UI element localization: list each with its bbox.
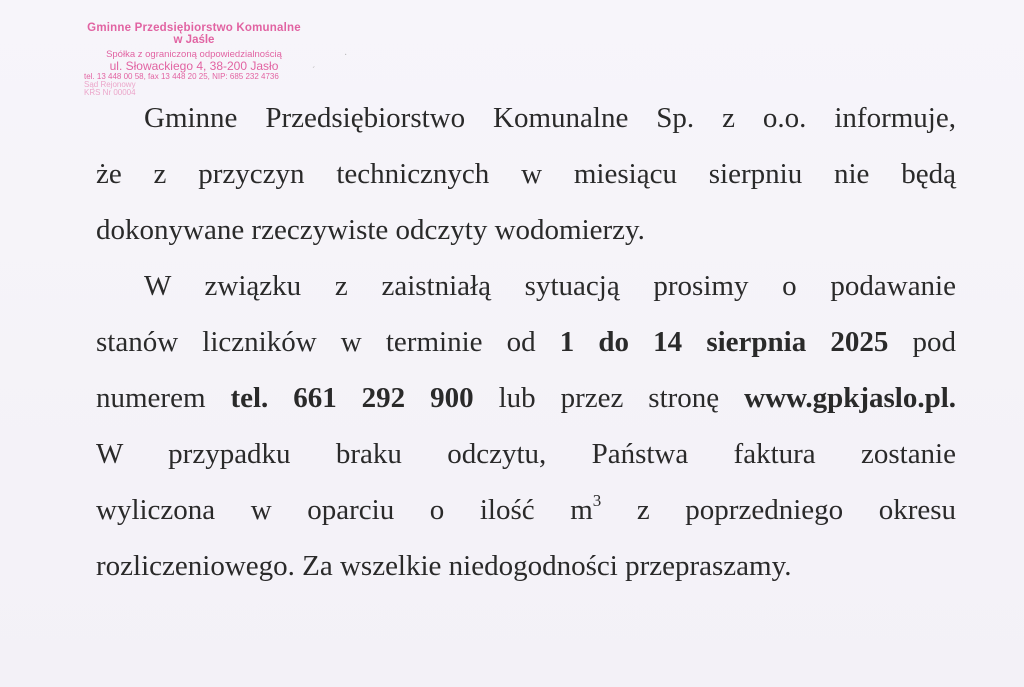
- stamp-court: Sąd Rejonowy: [84, 81, 136, 90]
- cubic-superscript: 3: [592, 491, 602, 511]
- notice-line: W związku z zaistniałą sytuacją prosimy o podawanie: [144, 270, 956, 302]
- stamp-city: w Jaśle: [173, 34, 215, 47]
- scan-speck: ·: [344, 50, 348, 61]
- stamp-krs: KRS Nr 00004: [84, 89, 136, 98]
- notice-body: [96, 90, 956, 594]
- phone-number: tel. 661 292 900: [230, 382, 474, 414]
- notice-line: rozliczeniowego. Za wszelkie niedogodności przepraszamy.: [96, 550, 792, 582]
- company-stamp: [74, 22, 314, 98]
- stamp-legal-form: Spółka z ograniczoną odpowiedzialnością: [106, 49, 282, 61]
- notice-line: wyliczona w oparciu o ilość $m^3$ z poprzedniego okresu: [96, 491, 957, 526]
- reading-period: 1 do 14 sierpnia 2025: [559, 326, 889, 358]
- notice-line: że z przyczyn technicznych w miesiącu sierpniu nie będą: [96, 158, 956, 190]
- notice-line: stanów liczników w terminie od 1 do 14 sierpnia 2025 pod: [96, 326, 957, 358]
- stamp-address: ul. Słowackiego 4, 38-200 Jasło: [109, 59, 279, 74]
- stamp-contact: tel. 13 448 00 58, fax 13 448 20 25, NIP: 685 232 4736: [84, 72, 279, 81]
- notice-line: dokonywane rzeczywiste odczyty wodomierzy.: [96, 214, 645, 246]
- notice-line: Gminne Przedsiębiorstwo Komunalne Sp. z o.o. informuje,: [144, 102, 956, 134]
- notice-line: W przypadku braku odczytu, Państwa faktura zostanie: [96, 438, 956, 470]
- notice-line: numerem tel. 661 292 900 lub przez stronę www.gpkjaslo.pl.: [96, 382, 957, 414]
- website-address: www.gpkjaslo.pl.: [744, 382, 957, 414]
- scan-speck: ˊ: [312, 66, 316, 77]
- stamp-company-name: Gminne Przedsiębiorstwo Komunalne: [87, 22, 301, 34]
